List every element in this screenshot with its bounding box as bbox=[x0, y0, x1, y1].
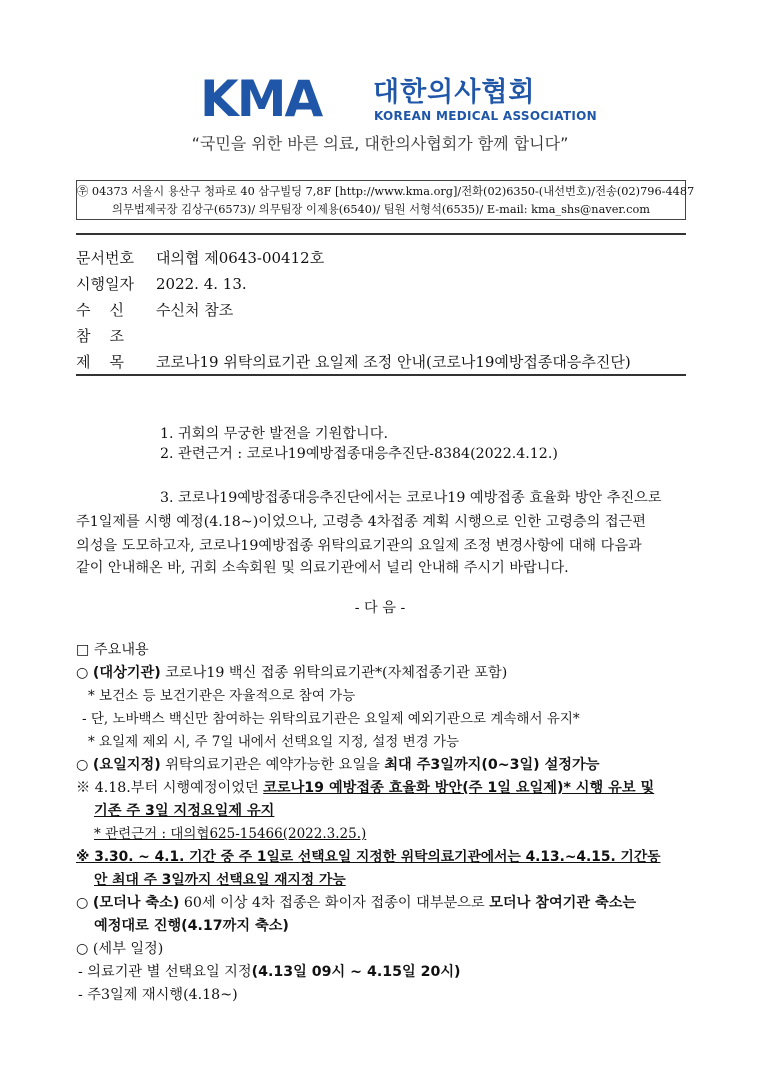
subject-rule bbox=[76, 374, 686, 376]
kma-logo-korean: 대한의사협회 bbox=[373, 77, 536, 108]
paragraph-3-line-3: 의성을 도모하고자, 코로나19예방접종 위탁의료기관의 요일제 조정 변경사항에 대해 다음과 bbox=[76, 538, 642, 554]
address-line-1: ㉾ 04373 서울시 용산구 청파로 40 삼구빌딩 7,8F [http://www.kma.org]/전화(02)6350-(내선번호)/전송(02)796-4487 bbox=[77, 185, 695, 198]
meta-date: 시행일자 2022. 4. 13. bbox=[76, 275, 247, 293]
paragraph-3-line-2: 주1일제를 시행 예정(4.18~)이었으나, 고령층 4차접종 계획 시행으로 인한 고령층의 접근편 bbox=[76, 514, 646, 530]
meta-reference: 참 조 bbox=[76, 327, 125, 345]
schedule-selection-period: - 의료기관 별 선택요일 지정(4.13일 09시 ~ 4.15일 20시) bbox=[78, 964, 461, 980]
item-reselection-line-1: ※ 3.30. ~ 4.1. 기간 중 주 1일로 선택요일 지정한 위탁의료기관에서는 4.13.~4.15. 기간동 bbox=[76, 849, 661, 865]
item-postponement: ※ 4.18.부터 시행예정이었던 코로나19 예방접종 효율화 방안(주 1일 요일제)* 시행 유보 및 bbox=[76, 780, 655, 796]
meta-doc-number: 문서번호 대의협 제0643-00412호 bbox=[76, 249, 325, 267]
item-note-novavax: - 단, 노바백스 백신만 참여하는 위탁의료기관은 요일제 예외기관으로 계속해서 유지* bbox=[82, 711, 580, 727]
paragraph-3-line-1: 3. 코로나19예방접종대응추진단에서는 코로나19 예방접종 효율화 방안 추진으로 bbox=[160, 490, 662, 506]
kma-logo-letters: KMA bbox=[200, 70, 322, 128]
item-detailed-schedule: ○ (세부 일정) bbox=[76, 941, 164, 957]
item-reselection-line-2: 안 최대 주 3일까지 선택요일 재지정 가능 bbox=[94, 872, 346, 888]
item-moderna: ○ (모더나 축소) 60세 이상 4차 접종은 화이자 접종이 대부분으로 모더나 참여기관 축소는 bbox=[76, 895, 637, 911]
item-target-institutions: ○ (대상기관) 코로나19 백신 접종 위탁의료기관*(자체접종기관 포함) bbox=[76, 665, 508, 681]
item-related-basis: * 관련근거 : 대의협625-15466(2022.3.25.) bbox=[94, 826, 367, 842]
section-main-content: □ 주요내용 bbox=[76, 642, 149, 658]
paragraph-1: 1. 귀회의 무궁한 발전을 기원합니다. bbox=[160, 426, 388, 442]
paragraph-3-line-4: 같이 안내해온 바, 귀회 소속회원 및 의료기관에서 널리 안내해 주시기 바랍니다. bbox=[76, 560, 569, 576]
meta-subject: 제 목 코로나19 위탁의료기관 요일제 조정 안내(코로나19예방접종대응추진단) bbox=[76, 353, 631, 371]
item-note-exclusion: * 요일제 제외 시, 주 7일 내에서 선택요일 지정, 설정 변경 가능 bbox=[88, 734, 460, 750]
address-line-2: 의무법제국장 김상구(6573)/ 의무팀장 이제용(6540)/ 팀원 서형석(6535)/ E-mail: kma_shs@naver.com bbox=[112, 203, 650, 216]
item-postponement-line-2: 기존 주 3일 지정요일제 유지 bbox=[94, 803, 275, 819]
item-day-designation: ○ (요일지정) 위탁의료기관은 예약가능한 요일을 최대 주3일까지(0~3일) 설정가능 bbox=[76, 757, 600, 773]
kma-logo-english: KOREAN MEDICAL ASSOCIATION bbox=[374, 109, 597, 123]
daum-heading: - 다 음 - bbox=[354, 600, 406, 616]
item-moderna-line-2: 예정대로 진행(4.17까지 축소) bbox=[94, 918, 289, 934]
header-rule bbox=[76, 233, 686, 235]
meta-recipient: 수 신 수신처 참조 bbox=[76, 301, 234, 319]
item-note-health-centers: * 보건소 등 보건기관은 자율적으로 참여 가능 bbox=[88, 688, 356, 704]
paragraph-2: 2. 관련근거 : 코로나19예방접종대응추진단-8384(2022.4.12.) bbox=[160, 446, 558, 462]
address-box bbox=[76, 180, 695, 220]
slogan: “국민을 위한 바른 의료, 대한의사협회가 함께 합니다” bbox=[191, 134, 569, 153]
schedule-resumption: - 주3일제 재시행(4.18~) bbox=[78, 987, 238, 1003]
